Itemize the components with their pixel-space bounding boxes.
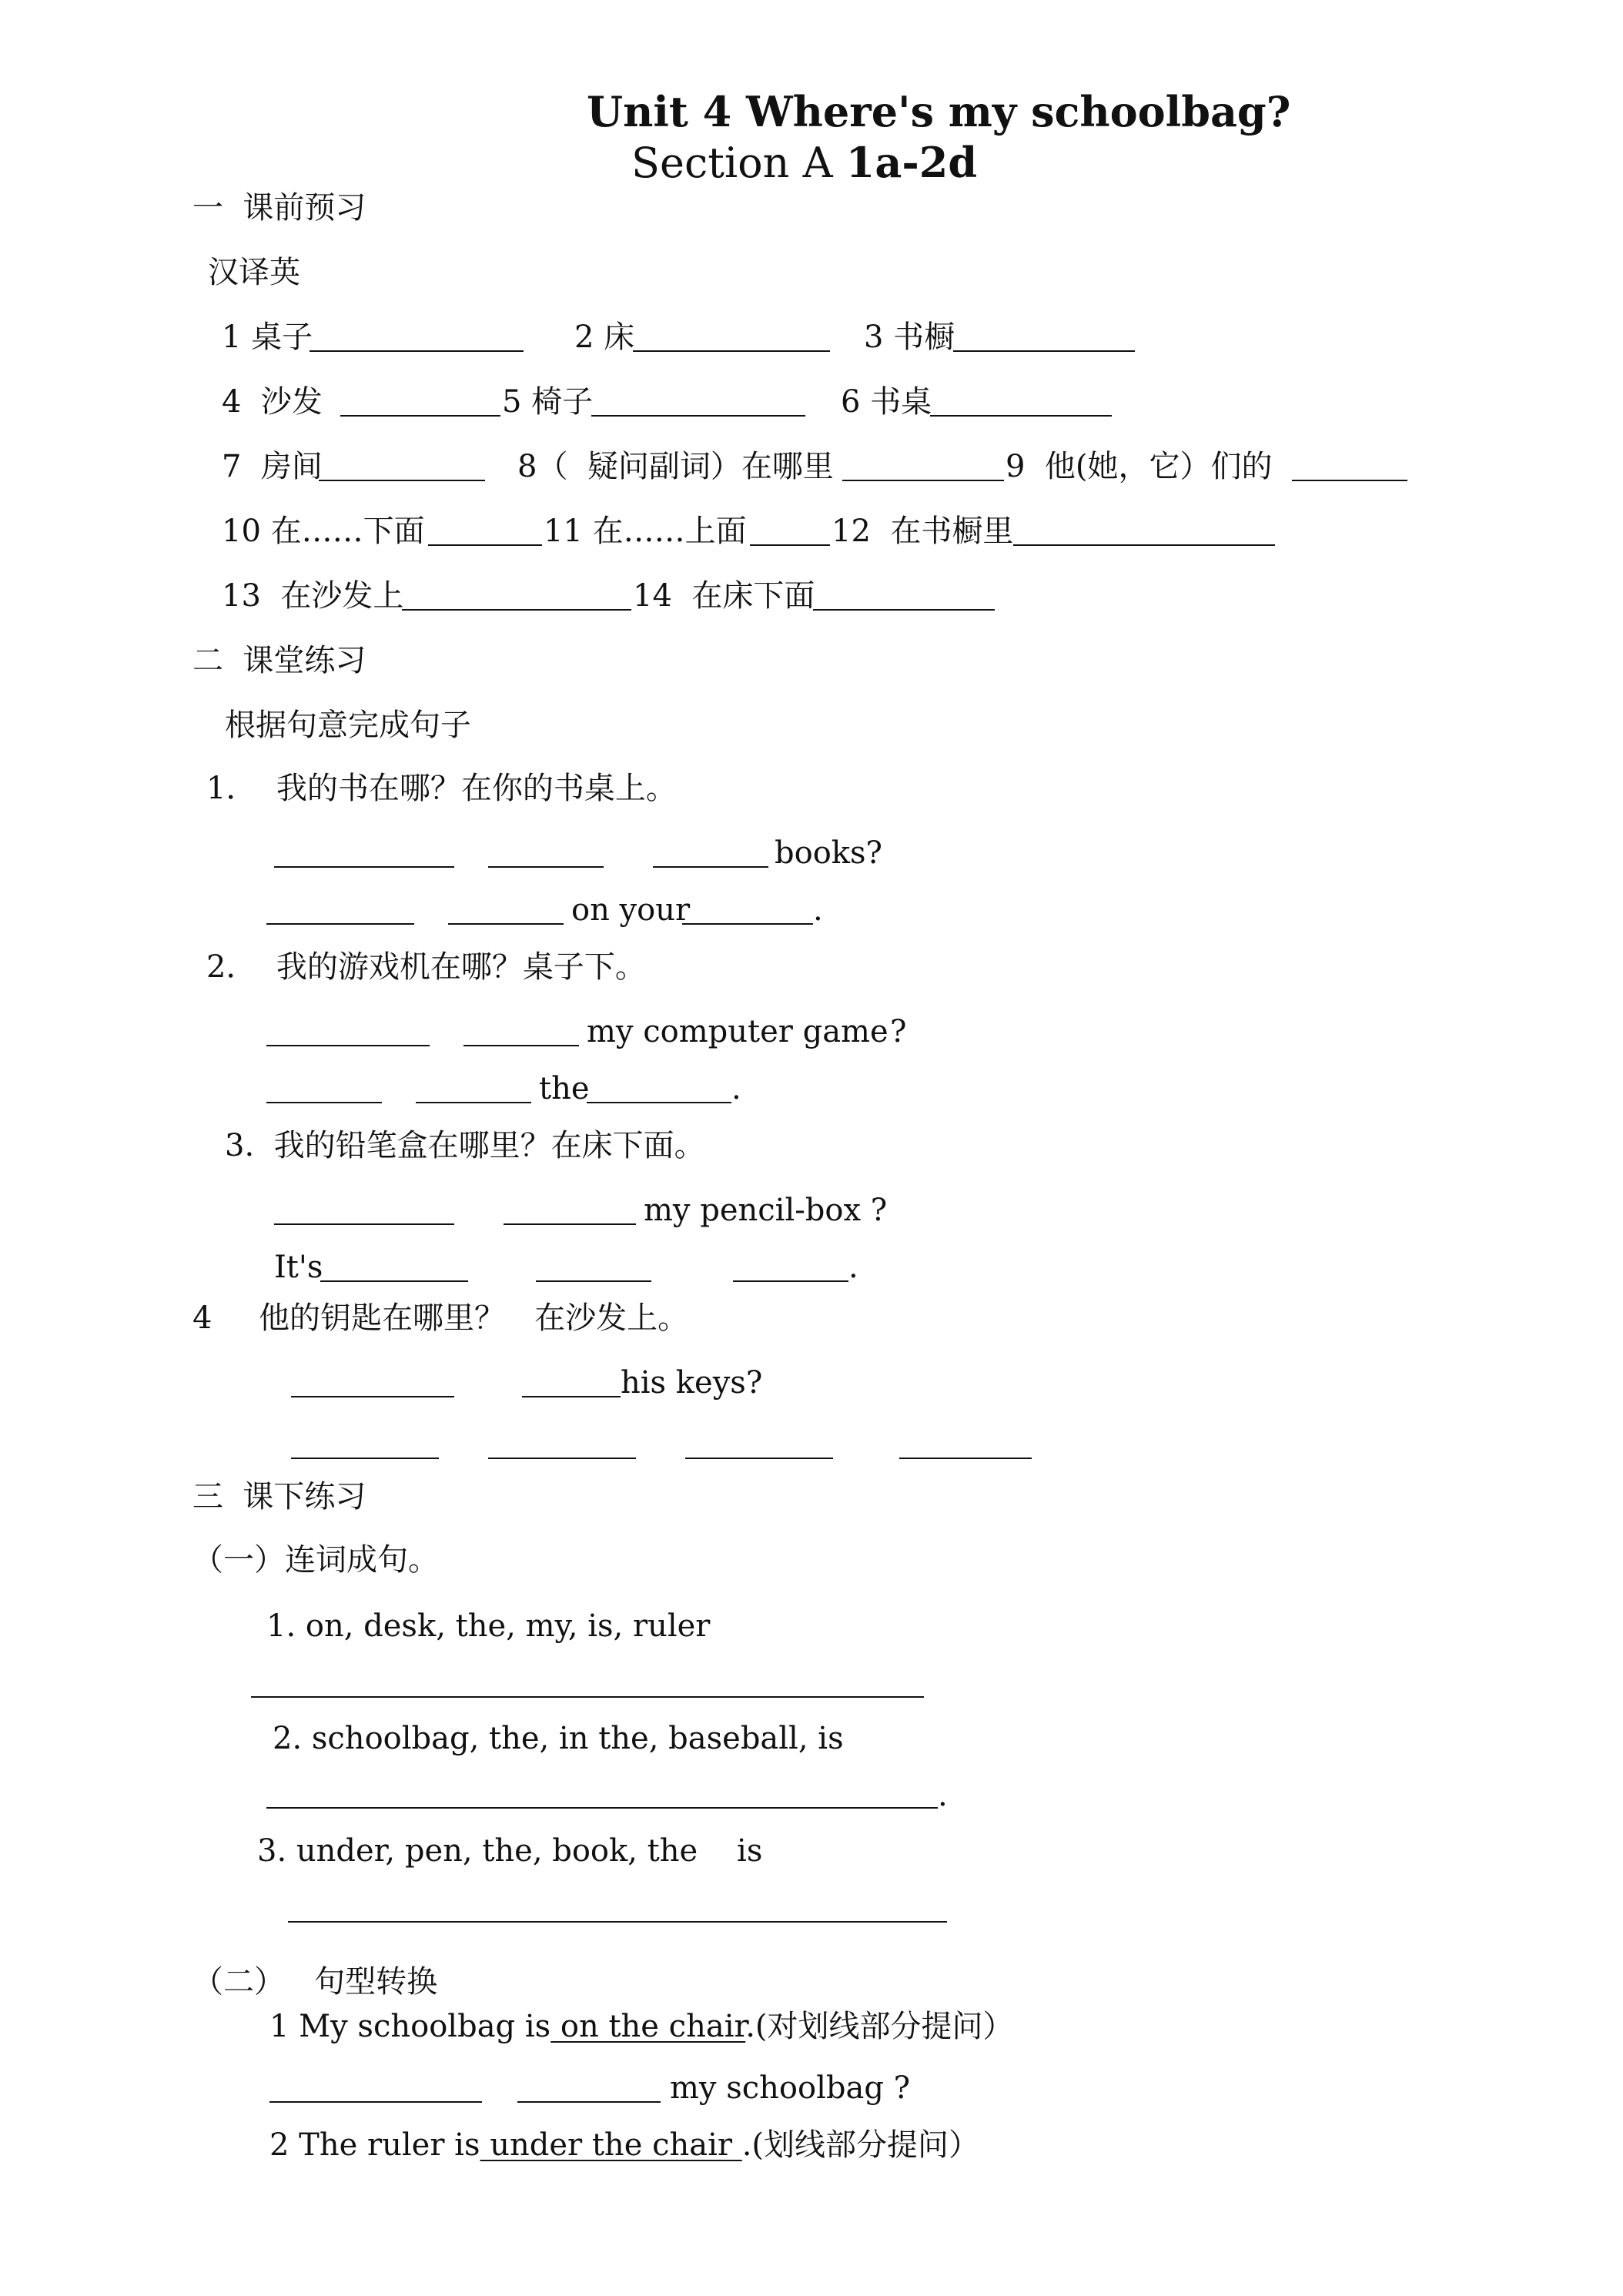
vocab-blank-3[interactable] — [953, 350, 1135, 352]
transform-q2-post: .(划线部分提问） — [741, 2127, 980, 2163]
q4-blank-2[interactable] — [522, 1396, 621, 1397]
q2-line1-q: ? — [890, 1014, 907, 1049]
reorder-answer-3[interactable] — [288, 1921, 947, 1923]
transform-q2-pre: 2 The ruler is — [269, 2127, 480, 2163]
vocab-item-4: 4 沙发 — [222, 384, 323, 420]
vocab-item-11: 11 在……上面 — [544, 514, 747, 549]
q3-blank-5[interactable] — [733, 1280, 848, 1282]
part3-sec1-heading: （一）连词成句。 — [192, 1542, 439, 1578]
q1-line2-end: . — [813, 892, 823, 928]
q1-blank-4[interactable] — [266, 923, 414, 925]
vocab-blank-6[interactable] — [930, 415, 1112, 417]
q4-number: 4 — [192, 1300, 212, 1336]
q1-blank-6[interactable] — [682, 923, 813, 925]
reorder-item-1: 1. on, desk, the, my, is, ruler — [266, 1608, 711, 1644]
vocab-blank-12[interactable] — [1013, 544, 1275, 546]
q3-line2-end: . — [848, 1250, 858, 1285]
vocab-blank-10[interactable] — [428, 544, 542, 546]
q3-blank-1[interactable] — [274, 1223, 454, 1225]
q4-blank-3[interactable] — [291, 1458, 439, 1459]
vocab-item-2: 2 床 — [574, 320, 635, 355]
vocab-blank-14[interactable] — [813, 609, 995, 611]
q2-blank-3[interactable] — [266, 1102, 382, 1103]
q3-prompt: 3. 我的铅笔盒在哪里？在床下面。 — [225, 1128, 705, 1163]
reorder-item-2-end: . — [938, 1778, 948, 1813]
q2-blank-2[interactable] — [463, 1045, 579, 1046]
subtitle-prefix: Section A — [631, 139, 846, 187]
vocab-item-5: 5 椅子 — [502, 384, 594, 420]
transform-q1-pre: 1 My schoolbag is — [269, 2009, 551, 2044]
transform-q2-underlined: under the chair — [480, 2127, 742, 2163]
page-subtitle — [631, 138, 978, 187]
q1-blank-3[interactable] — [653, 866, 768, 868]
q2-blank-4[interactable] — [416, 1102, 531, 1103]
transform-q2 — [269, 2127, 980, 2163]
transform-q1-blank-2[interactable] — [517, 2101, 661, 2103]
vocab-blank-2[interactable] — [633, 350, 830, 352]
q2-line2-mid: the — [539, 1071, 590, 1106]
q1-line2-mid: on your — [571, 892, 691, 928]
vocab-item-3: 3 书橱 — [864, 320, 955, 355]
vocab-item-6: 6 书桌 — [841, 384, 932, 420]
q3-blank-2[interactable] — [504, 1223, 636, 1225]
q4-line1-word: his keys? — [621, 1365, 763, 1401]
q1-line1-word: books? — [775, 835, 882, 871]
reorder-item-3: 3. under, pen, the, book, the is — [257, 1833, 763, 1869]
transform-q1-answer-word: my schoolbag ? — [670, 2070, 911, 2106]
q1-prompt: 1． 我的书在哪？在你的书桌上。 — [206, 771, 677, 806]
q2-blank-1[interactable] — [266, 1045, 430, 1046]
q4-prompt: 他的钥匙在哪里？ 在沙发上。 — [259, 1300, 689, 1336]
q1-blank-1[interactable] — [274, 866, 454, 868]
vocab-item-14: 14 在床下面 — [633, 578, 815, 614]
q1-blank-2[interactable] — [488, 866, 604, 868]
q4-blank-5[interactable] — [685, 1458, 833, 1459]
vocab-item-9: 9 他(她，它）们的 — [1006, 449, 1273, 484]
reorder-answer-1[interactable] — [251, 1696, 924, 1698]
vocab-blank-11[interactable] — [750, 544, 830, 546]
part3-sec2-heading: （二） 句型转换 — [192, 1964, 438, 2000]
vocab-blank-1[interactable] — [310, 350, 524, 352]
vocab-blank-4[interactable] — [340, 415, 500, 417]
transform-q1-underlined: on the chair — [550, 2009, 746, 2044]
part2-heading: 二 课堂练习 — [192, 643, 366, 678]
part1-heading: 一 课前预习 — [192, 190, 366, 226]
vocab-item-1: 1 桌子 — [222, 320, 313, 355]
transform-q1-post: .(对划线部分提问） — [745, 2009, 1014, 2044]
part3-heading: 三 课下练习 — [192, 1479, 366, 1514]
q4-blank-4[interactable] — [488, 1458, 636, 1459]
q4-blank-6[interactable] — [899, 1458, 1032, 1459]
reorder-item-2: 2. schoolbag, the, in the, baseball, is — [273, 1721, 844, 1756]
q2-blank-5[interactable] — [587, 1102, 731, 1103]
subtitle-bold: 1a-2d — [845, 138, 978, 187]
part2-subheading: 根据句意完成句子 — [225, 708, 471, 743]
q4-blank-1[interactable] — [291, 1396, 454, 1397]
vocab-blank-8[interactable] — [842, 480, 1004, 481]
vocab-item-13: 13 在沙发上 — [222, 578, 404, 614]
vocab-item-8: 8（ 疑问副词）在哪里 — [517, 449, 834, 484]
q3-blank-4[interactable] — [536, 1280, 651, 1282]
vocab-blank-5[interactable] — [591, 415, 805, 417]
q2-line2-end: . — [731, 1071, 741, 1106]
reorder-answer-2[interactable] — [266, 1807, 938, 1809]
q3-line2-start: It's — [274, 1250, 323, 1285]
vocab-blank-9[interactable] — [1292, 480, 1407, 481]
vocab-item-7: 7 房间 — [222, 449, 323, 484]
transform-q1-blank-1[interactable] — [269, 2101, 482, 2103]
vocab-blank-7[interactable] — [319, 480, 485, 481]
transform-q1 — [269, 2011, 1014, 2042]
q3-line1-word: my pencil-box ? — [644, 1193, 888, 1228]
page-title: Unit 4 Where's my schoolbag? — [587, 87, 1291, 136]
q3-blank-3[interactable] — [320, 1280, 468, 1282]
q2-prompt: 2． 我的游戏机在哪？桌子下。 — [206, 949, 646, 985]
part1-subheading: 汉译英 — [208, 255, 300, 290]
q1-blank-5[interactable] — [448, 923, 564, 925]
vocab-blank-13[interactable] — [402, 609, 631, 611]
vocab-item-10: 10 在……下面 — [222, 514, 425, 549]
q2-line1-word: my computer game — [587, 1014, 888, 1049]
vocab-item-12: 12 在书橱里 — [832, 514, 1014, 549]
